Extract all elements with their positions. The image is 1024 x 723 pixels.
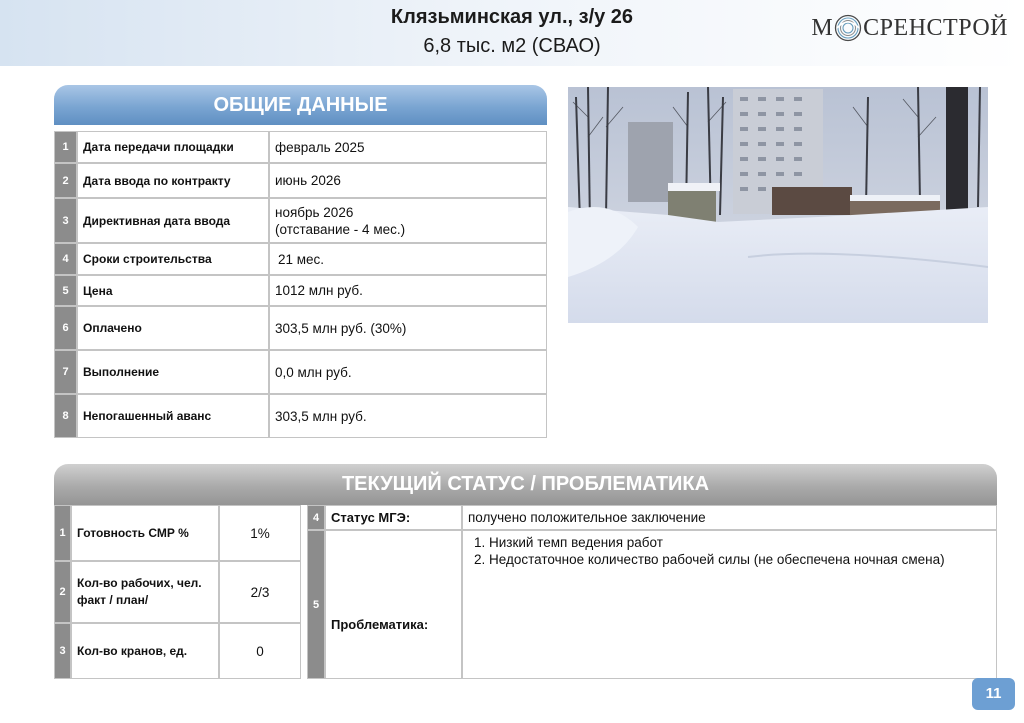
- row-number: 2: [54, 561, 71, 623]
- row-number: 5: [307, 530, 325, 679]
- value-construction-period: 21 мес.: [269, 243, 547, 275]
- row-number: 5: [54, 275, 77, 306]
- logo-text-start: М: [811, 14, 834, 41]
- logo-text-end: СРЕНСТРОЙ: [863, 14, 1008, 41]
- label-contract-date: Дата ввода по контракту: [77, 163, 269, 198]
- label-smr-readiness: Готовность СМР %: [71, 505, 219, 561]
- page-title: Клязьминская ул., з/у 26: [390, 6, 634, 28]
- label-cranes-count: Кол-во кранов, ед.: [71, 623, 219, 679]
- label-paid: Оплачено: [77, 306, 269, 350]
- problems-ordered-list: [469, 534, 945, 568]
- label-completion: Выполнение: [77, 350, 269, 394]
- value-contract-date: июнь 2026: [269, 163, 547, 198]
- site-photo-image: [568, 87, 988, 323]
- site-photo: [568, 87, 988, 323]
- page-subtitle: 6,8 тыс. м2 (СВАО): [423, 35, 601, 57]
- row-number: 4: [54, 243, 77, 275]
- label-handover-date: Дата передачи площадки: [77, 131, 269, 163]
- row-number: 3: [54, 623, 71, 679]
- value-advance: 303,5 млн руб.: [269, 394, 547, 438]
- row-number: 1: [54, 131, 77, 163]
- value-workers-count: 2/3: [219, 561, 301, 623]
- problem-item: 2. Недостаточное количество рабочей силы (не обеспечена ночная смена): [489, 551, 945, 568]
- label-advance: Непогашенный аванс: [77, 394, 269, 438]
- label-workers-count: Кол-во рабочих, чел. факт / план/: [71, 561, 219, 623]
- directive-date: ноябрь 2026: [275, 204, 354, 220]
- row-number: 1: [54, 505, 71, 561]
- label-directive-date: Директивная дата ввода: [77, 198, 269, 243]
- current-status-header: ТЕКУЩИЙ СТАТУС / ПРОБЛЕМАТИКА: [54, 464, 997, 505]
- label-mge-status: Статус МГЭ:: [325, 505, 462, 530]
- row-number: 2: [54, 163, 77, 198]
- value-handover-date: февраль 2025: [269, 131, 547, 163]
- problems-list: [462, 530, 997, 679]
- label-construction-period: Сроки строительства: [77, 243, 269, 275]
- value-smr-readiness: 1%: [219, 505, 301, 561]
- row-number: 6: [54, 306, 77, 350]
- value-paid: 303,5 млн руб. (30%): [269, 306, 547, 350]
- row-number: 3: [54, 198, 77, 243]
- value-price: 1012 млн руб.: [269, 275, 547, 306]
- row-number: 7: [54, 350, 77, 394]
- label-problems: Проблематика:: [325, 530, 462, 679]
- logo-emblem-icon: [834, 14, 862, 42]
- directive-delay: (отставание - 4 мес.): [275, 221, 406, 237]
- value-mge-status: получено положительное заключение: [462, 505, 997, 530]
- company-logo: [811, 14, 1008, 42]
- value-completion: 0,0 млн руб.: [269, 350, 547, 394]
- row-number: 8: [54, 394, 77, 438]
- general-data-header: ОБЩИЕ ДАННЫЕ: [54, 85, 547, 125]
- problem-item: 1. Низкий темп ведения работ: [489, 534, 945, 551]
- value-cranes-count: 0: [219, 623, 301, 679]
- value-directive-date: [269, 198, 547, 243]
- label-price: Цена: [77, 275, 269, 306]
- page-number-badge: 11: [972, 678, 1015, 710]
- row-number: 4: [307, 505, 325, 530]
